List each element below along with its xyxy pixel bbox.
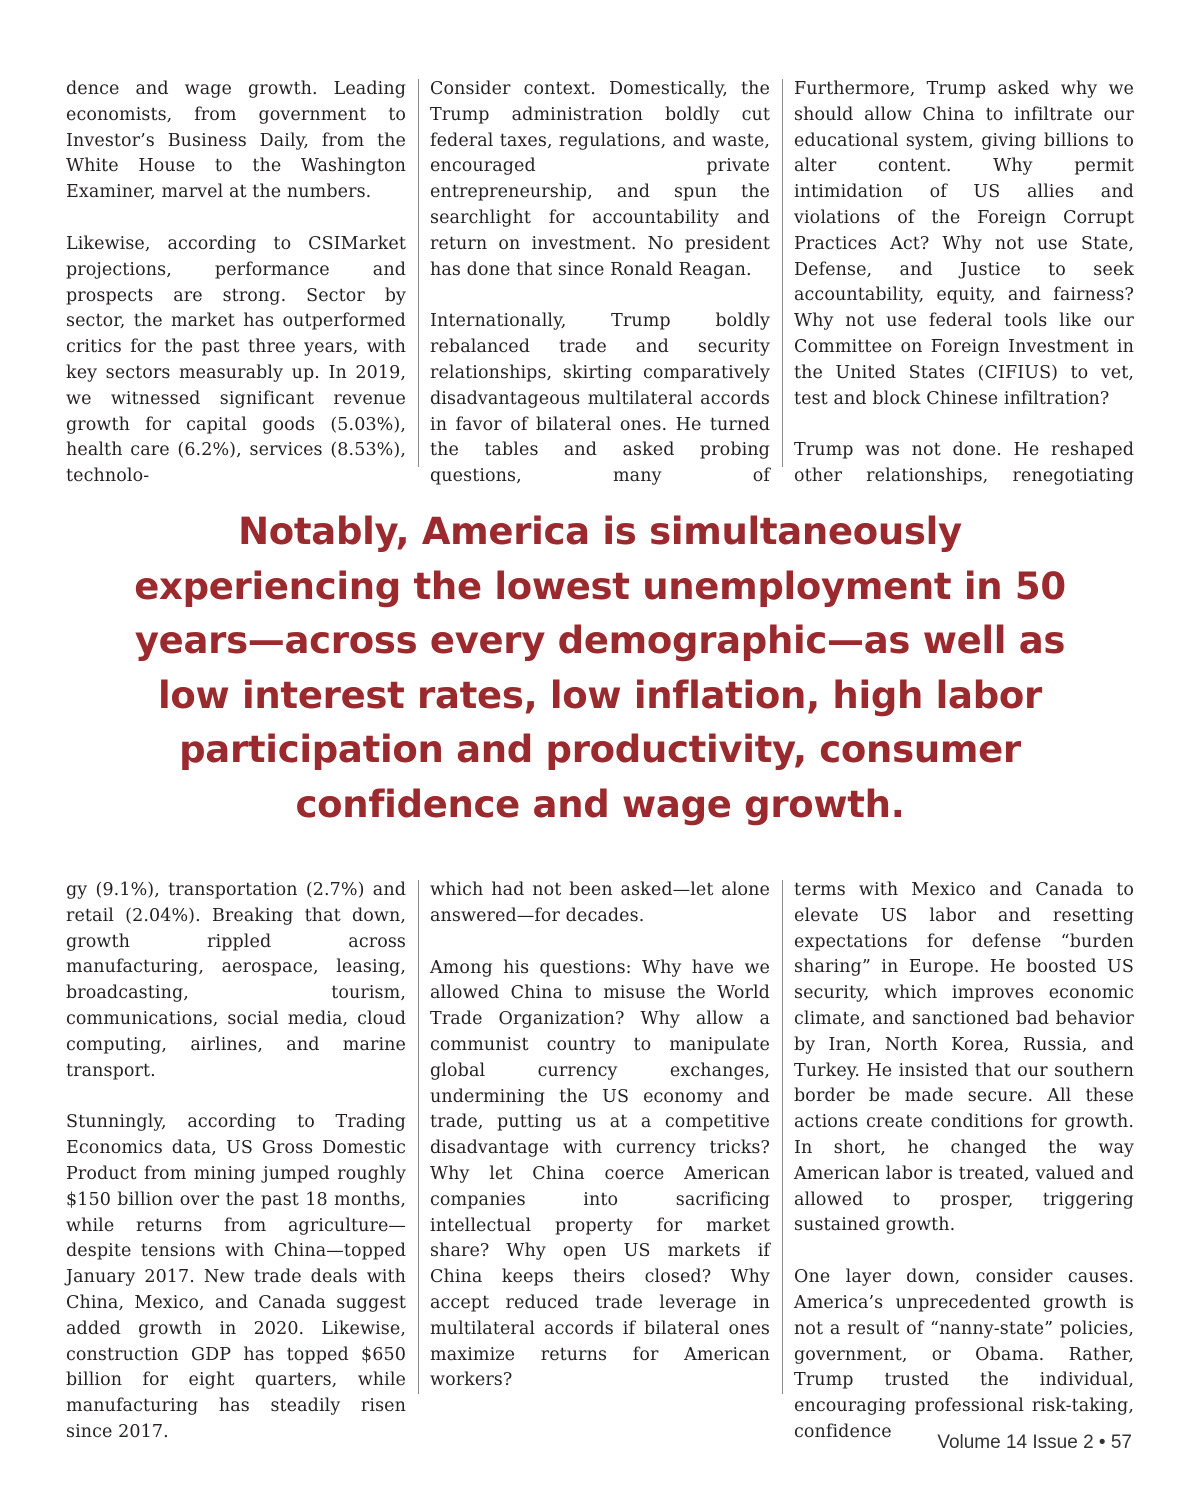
- paragraph: One layer down, consider causes. America’s unprecedented growth is not a result of “nanny-state” policies, government, or Obama. Rather, Trump trusted the individual, encouraging professional risk-taking, confidence: [794, 1267, 1134, 1442]
- paragraph: which had not been asked—let alone answered—for decades.: [430, 880, 770, 926]
- paragraph: gy (9.1%), transportation (2.7%) and retail (2.04%). Breaking that down, growth rippled across manufacturing, aerospace, leasing, broadcasting, tourism, communications, social media, cloud computing, airlines, and marine transport.: [66, 880, 406, 1081]
- paragraph: Stunningly, according to Trading Economics data, US Gross Domestic Product from mining jumped roughly $150 billion over the past 18 months, while returns from agriculture—despite tensions with China—topped January 2017. New trade deals with China, Mexico, and Canada suggest added growth in 2020. Likewise, construction GDP has topped $650 billion for eight quarters, while manufacturing has steadily risen since 2017.: [66, 1112, 406, 1442]
- pull-quote: Notably, America is simultaneously experiencing the lowest unemployment in 50 years—across every demographic—as well as low interest rates, low inflation, high labor participation and productivity, consumer confidence and wage growth.: [134, 510, 1066, 826]
- paragraph: Likewise, according to CSIMarket projections, performance and prospects are strong. Sector by sector, the market has outperformed critics for the past three years, with key sectors measurably up. In 2019, we witnessed significant revenue growth for capital goods (5.03%), health care (6.2%), services (8.53%), technolo-: [66, 233, 406, 487]
- paragraph: Trump was not done. He reshaped other relationships, renegotiating: [794, 440, 1134, 487]
- top-column-2: [430, 77, 770, 487]
- top-text-band: [66, 77, 1134, 487]
- bottom-column-3: [794, 878, 1134, 1442]
- top-column-3: [794, 77, 1134, 487]
- paragraph: terms with Mexico and Canada to elevate US labor and resetting expectations for defense “burden sharing” in Europe. He boosted US security, which improves economic climate, and sanctioned bad behavior by Iran, North Korea, Russia, and Turkey. He insisted that our southern border be made secure. All these actions create conditions for growth. In short, he changed the way American labor is treated, valued and allowed to prosper, triggering sustained growth.: [794, 880, 1134, 1236]
- page-footer: Volume 14 Issue 2 • 57: [937, 1432, 1132, 1453]
- paragraph: Furthermore, Trump asked why we should allow China to infiltrate our educational system, giving billions to alter content. Why permit intimidation of US allies and violations of the Foreign Corrupt Practices Act? Why not use State, Defense, and Justice to seek accountability, equity, and fairness? Why not use federal tools like our Committee on Foreign Investment in the United States (CIFIUS) to vet, test and block Chinese infiltration?: [794, 79, 1134, 409]
- top-column-1: [66, 77, 406, 487]
- bottom-column-1: [66, 878, 406, 1442]
- paragraph: Internationally, Trump boldly rebalanced trade and security relationships, skirting comparatively disadvantageous multilateral accords in favor of bilateral ones. He turned the tables and asked probing questions, many of: [430, 311, 770, 487]
- bottom-text-band: [66, 878, 1134, 1442]
- paragraph: dence and wage growth. Leading economists, from government to Investor’s Business Daily, from the White House to the Washington Examiner, marvel at the numbers.: [66, 79, 406, 203]
- paragraph: Among his questions: Why have we allowed China to misuse the World Trade Organization? Why allow a communist country to manipulate global currency exchanges, undermining the US economy and trade, putting us at a competitive disadvantage with currency tricks? Why let China coerce American companies into sacrificing intellectual property for market share? Why open US markets if China keeps theirs closed? Why accept reduced trade leverage in multilateral accords if bilateral ones maximize returns for American workers?: [430, 957, 770, 1391]
- paragraph: Consider context. Domestically, the Trump administration boldly cut federal taxes, regulations, and waste, encouraged private entrepreneurship, and spun the searchlight for accountability and return on investment. No president has done that since Ronald Reagan.: [430, 79, 770, 280]
- bottom-column-2: [430, 878, 770, 1394]
